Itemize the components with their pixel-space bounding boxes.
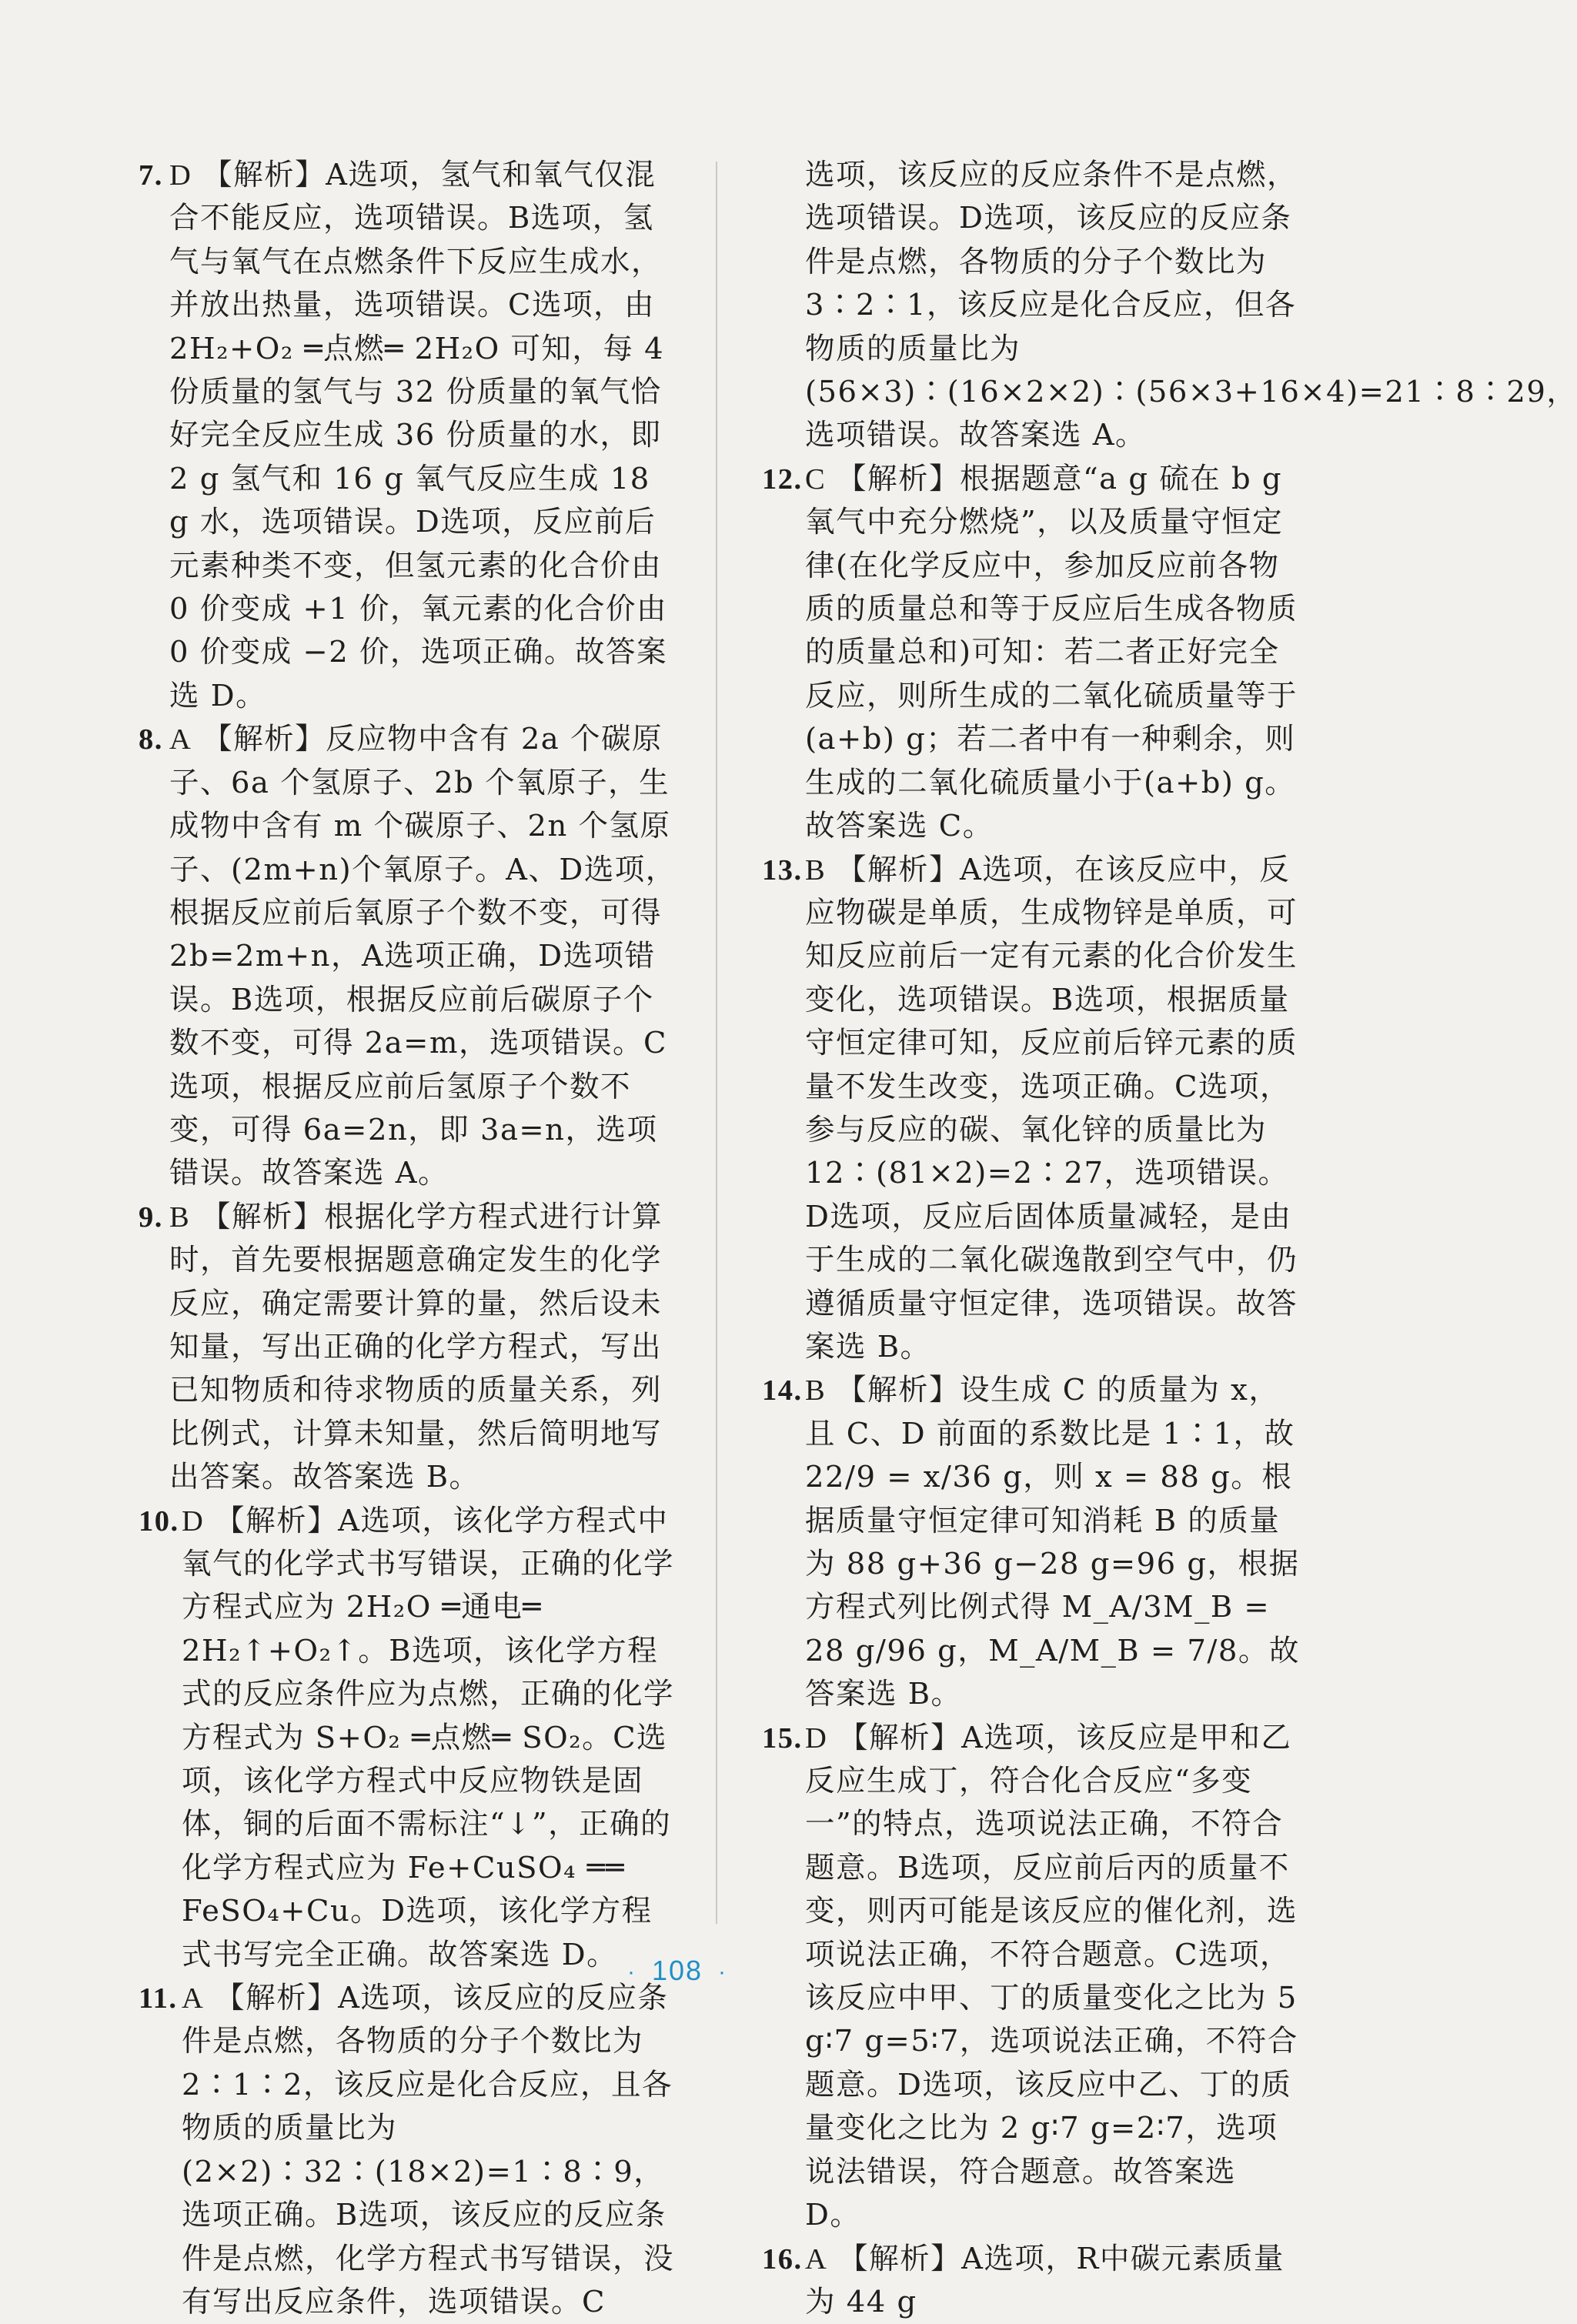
analysis-body: A选项，该反应是甲和乙反应生成丁，符合化合反应“多变一”的特点，选项说法正确，不符合题意。B选项，反应前后丙的质量不变，则丙可能是该反应的催化剂，选项说法正确，不符合题意。C选项，该反应中甲、丁的质量变化之比为 5 g∶7 g=5∶7，选项说法正确，不符合题意。D选项，该反应中乙、丁的质量变化之比为 2 g∶7 g=2∶7，选项说法错误，符合题意。故答案选 D。 [805, 1721, 1298, 2232]
item-number: 14. [762, 1369, 803, 1412]
answer-item-14 [762, 1369, 1301, 1716]
analysis-body: A选项，该化学方程式中氧气的化学式书写错误，正确的化学方程式应为 2H₂O ═通电═ 2H₂↑+O₂↑。B选项，该化学方程式的反应条件应为点燃，正确的化学方程式为 S+O₂ ═点燃═ SO₂。C选项，该化学方程式中反应物铁是固体，铜的后面不需标注“↓”，正确的化学方程式应为 Fe+CuSO₄ ══ FeSO₄+Cu。D选项，该化学方程式书写完全正确。故答案选 D。 [182, 1504, 674, 1972]
answer-item-9 [139, 1196, 677, 1500]
analysis-body: A选项，氢气和氧气仅混合不能反应，选项错误。B选项，氢气与氧气在点燃条件下反应生成水，并放出热量，选项错误。C选项，由 2H₂+O₂ ═点燃═ 2H₂O 可知，每 4 份质量的氢气与 32 份质量的氧气恰好完全反应生成 36 份质量的水，即 2 g 氢气和 16 g 氧气反应生成 18 g 水，选项错误。D选项，反应前后元素种类不变，但氢元素的化合价由 0 价变成 +1 价，氧元素的化合价由 0 价变成 −2 价，选项正确。故答案选 D。 [169, 158, 667, 713]
answer-letter: C [805, 463, 826, 496]
page-number-value: 108 [652, 1955, 703, 1986]
answer-letter: D [169, 159, 192, 192]
answer-item-8 [139, 718, 677, 1195]
answer-letter: A [169, 723, 192, 756]
page-dot-left: · [627, 1959, 636, 1985]
answer-item-12 [762, 458, 1301, 849]
answer-item-16 [762, 2238, 1301, 2324]
answer-item-10 [139, 1500, 677, 1977]
answer-letter: A [182, 1982, 204, 2015]
analysis-body: 反应物中含有 2a 个碳原子、6a 个氢原子、2b 个氧原子，生成物中含有 m 个碳原子、2n 个氢原子、(2m+n)个氧原子。A、D选项，根据反应前后氧原子个数不变，可得 2b=2m+n，A选项正确，D选项错误。B选项，根据反应前后碳原子个数不变，可得 2a=m，选项错误。C选项，根据反应前后氢原子个数不变，可得 6a=2n，即 3a=n，选项错误。故答案选 A。 [169, 722, 677, 1190]
analysis-tag: 【解析】 [837, 1373, 960, 1407]
left-column [139, 154, 677, 2324]
answer-letter: B [169, 1201, 190, 1234]
analysis-body: A选项，该反应的反应条件是点燃，各物质的分子个数比为 2∶1∶2，该反应是化合反应，且各物质的质量比为(2×2)∶32∶(18×2)=1∶8∶9，选项正确。B选项，该反应的反应条件是点燃，化学方程式书写错误，没有写出反应条件，选项错误。C [182, 1981, 674, 2319]
right-column [762, 154, 1301, 2324]
page-number [0, 1955, 1355, 1987]
page-dot-right: · [718, 1959, 727, 1985]
item-number: 15. [762, 1717, 803, 1760]
item-number: 11. [139, 1977, 178, 2020]
answer-letter: B [805, 854, 826, 887]
item-number: 13. [762, 849, 803, 892]
analysis-tag: 【解析】 [201, 1200, 324, 1234]
analysis-body: 选项，该反应的反应条件不是点燃，选项错误。D选项，该反应的反应条件是点燃，各物质的分子个数比为 3∶2∶1，该反应是化合反应，但各物质的质量比为(56×3)∶(16×2×2)∶(56×3+16×4)=21∶8∶29，选项错误。故答案选 A。 [805, 158, 1577, 452]
item-number: 16. [762, 2238, 803, 2281]
analysis-tag: 【解析】 [837, 462, 960, 496]
analysis-body: A选项，在该反应中，反应物碳是单质，生成物锌是单质，可知反应前后一定有元素的化合价发生变化，选项错误。B选项，根据质量守恒定律可知，反应前后锌元素的质量不发生改变，选项正确。C选项，参与反应的碳、氧化锌的质量比为 12∶(81×2)=2∶27，选项错误。D选项，反应后固体质量减轻，是由于生成的二氧化碳逸散到空气中，仍遵循质量守恒定律，选项错误。故答案选 B。 [805, 853, 1298, 1364]
analysis-body: 根据化学方程式进行计算时，首先要根据题意确定发生的化学反应，确定需要计算的量，然后设未知量，写出正确的化学方程式，写出已知物质和待求物质的质量关系，列比例式，计算未知量，然后简明地写出答案。故答案选 B。 [169, 1200, 663, 1494]
column-divider [716, 162, 717, 1924]
answer-letter: A [805, 2243, 827, 2276]
answer-item-11 [139, 1977, 677, 2324]
answer-item-11-continued [762, 154, 1301, 458]
answer-letter: B [805, 1374, 826, 1407]
answer-item-13 [762, 849, 1301, 1370]
analysis-tag: 【解析】 [837, 853, 960, 887]
item-number: 8. [139, 718, 163, 761]
analysis-tag: 【解析】 [838, 1721, 961, 1755]
analysis-tag: 【解析】 [838, 2242, 961, 2276]
analysis-body: 根据题意“a g 硫在 b g 氧气中充分燃烧”，以及质量守恒定律(在化学反应中，参加反应前各物质的质量总和等于反应后生成各物质的质量总和)可知：若二者正好完全反应，则所生成的二氧化硫质量等于(a+b) g；若二者中有一种剩余，则生成的二氧化硫质量小于(a+b) g。故答案选 C。 [805, 462, 1298, 843]
analysis-tag: 【解析】 [215, 1504, 338, 1538]
item-number: 10. [139, 1500, 179, 1543]
analysis-body: 设生成 C 的质量为 x，且 C、D 前面的系数比是 1∶1，故 22/9 = x/36 g，则 x = 88 g。根据质量守恒定律可知消耗 B 的质量为 88 g+36 g−28 g=96 g，根据方程式列比例式得 M_A/3M_B = 28 g/96 g，M_A/M_B = 7/8。故答案选 B。 [805, 1373, 1300, 1711]
analysis-body: A选项，R中碳元素质量为 44 g [805, 2242, 1285, 2319]
item-number: 9. [139, 1196, 163, 1239]
item-number: 12. [762, 458, 803, 501]
answer-letter: D [182, 1505, 204, 1538]
analysis-tag: 【解析】 [215, 1981, 338, 2015]
answer-item-7 [139, 154, 677, 718]
analysis-tag: 【解析】 [202, 722, 326, 756]
analysis-tag: 【解析】 [202, 158, 326, 192]
answer-letter: D [805, 1722, 827, 1755]
item-number: 7. [139, 154, 163, 197]
